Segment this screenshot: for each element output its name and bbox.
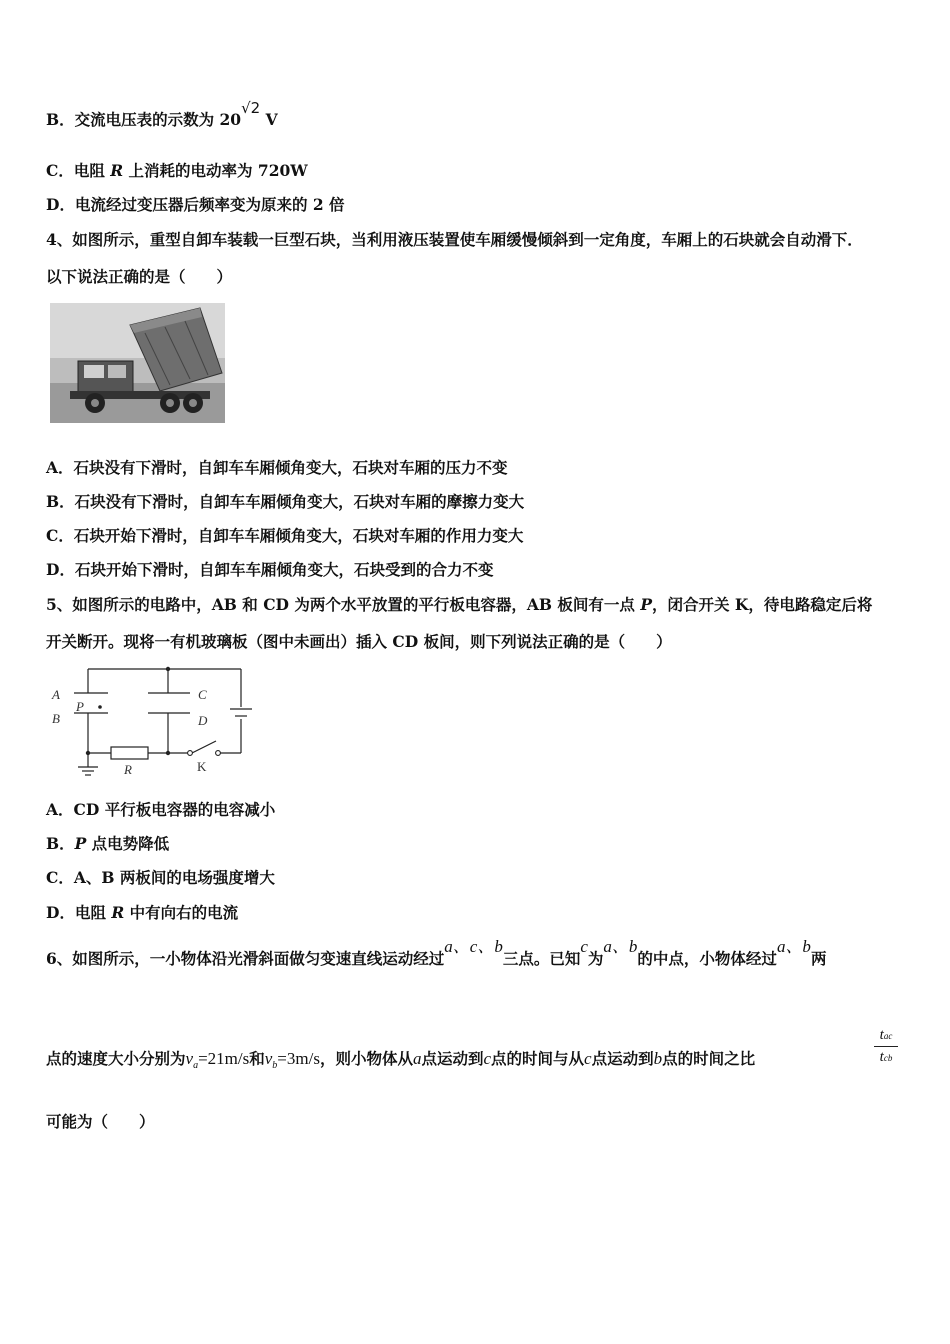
label-b: B: [52, 711, 60, 726]
label-c: C: [198, 687, 207, 702]
label-a: A: [52, 687, 60, 702]
q4-option-b: B．石块没有下滑时，自卸车车厢倾角变大，石块对车厢的摩擦力变大: [46, 492, 525, 511]
label-d: D: [198, 713, 208, 728]
time-ratio-fraction: [874, 1027, 898, 1066]
q5-option-c: C．A、B 两板间的电场强度增大: [46, 868, 275, 887]
q6-stem-line3: 可能为（ ）: [46, 1112, 155, 1131]
q5-option-a: A．CD 平行板电容器的电容减小: [46, 800, 276, 819]
q4-option-a: A．石块没有下滑时，自卸车车厢倾角变大，石块对车厢的压力不变: [46, 458, 508, 477]
q5-stem-line2: 开关断开。现将一有机玻璃板（图中未画出）插入 CD 板间，则下列说法正确的是（ ）: [46, 632, 672, 651]
q3-option-b: B．交流电压表的示数为 20√2 V: [46, 99, 278, 129]
q4-stem-line1: 4、如图所示，重型自卸车装载一巨型石块，当利用液压装置使车厢缓慢倾斜到一定角度，车厢上的石块就会自动滑下．: [46, 230, 863, 249]
capacitor-circuit-diagram: [46, 663, 256, 783]
fraction-numerator: tac: [879, 1027, 893, 1043]
label-p: P: [76, 699, 84, 714]
q5-option-d: D．电阻 R 中有向右的电流: [46, 903, 239, 922]
fraction-denominator: tcb: [879, 1049, 893, 1065]
q4-option-c: C．石块开始下滑时，自卸车车厢倾角变大，石块对车厢的作用力变大: [46, 526, 524, 545]
q4-stem-line2: 以下说法正确的是（ ）: [46, 267, 233, 286]
q5-option-b: B．P 点电势降低: [46, 834, 170, 853]
q3-option-d: D．电流经过变压器后频率变为原来的 2 倍: [46, 195, 345, 214]
sqrt-symbol: √2: [241, 99, 261, 117]
q6-stem-line2: 点的速度大小分别为$v_a=21m/s$和$v_b=3m/s$，则小物体从a点运动到c点的时间与从c点运动到b点的时间之比: [46, 1049, 756, 1071]
dump-truck-photo: [50, 303, 225, 423]
q4-option-d: D．石块开始下滑时，自卸车车厢倾角变大，石块受到的合力不变: [46, 560, 494, 579]
q5-stem-line1: 5、如图所示的电路中，AB 和 CD 为两个水平放置的平行板电容器，AB 板间有一点 P，闭合开关 K，待电路稳定后将: [46, 595, 873, 614]
label-r: R: [124, 762, 132, 777]
label-k: K: [197, 759, 207, 774]
q6-stem-line1: 6、如图所示，一小物体沿光滑斜面做匀变速直线运动经过a、c、b三点。已知c为a、b的中点，小物体经过a、b两: [46, 937, 827, 968]
q3-option-c: C．电阻 R 上消耗的电动率为 720W: [46, 161, 308, 180]
fraction-bar: [874, 1046, 898, 1047]
